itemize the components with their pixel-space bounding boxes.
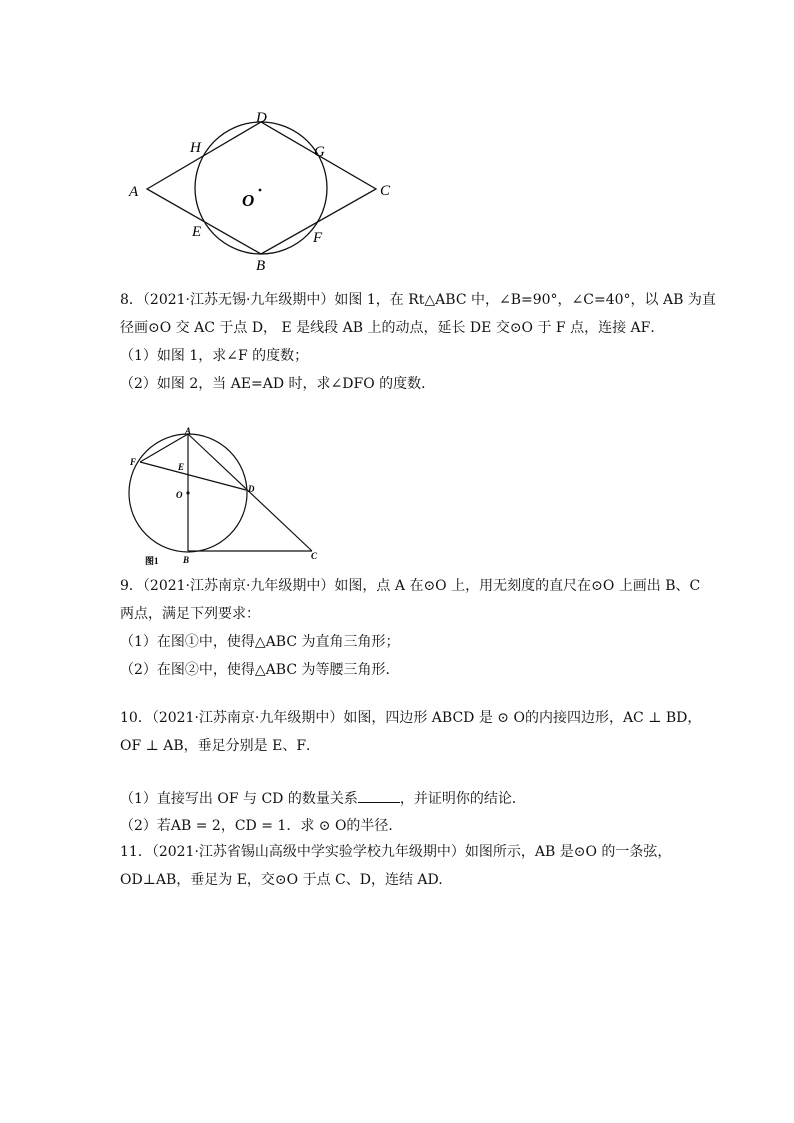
label-e-2: E — [178, 462, 185, 472]
center-point-o — [259, 189, 262, 192]
label-d: D — [256, 110, 267, 126]
label-b-2: B — [183, 555, 190, 565]
q11-line-1: 11．（2021·江苏省锡山高级中学实验学校九年级期中）如图所示，AB 是⊙O 的一条弦， — [120, 844, 672, 860]
segment-af — [140, 434, 188, 462]
label-b: B — [256, 258, 266, 274]
label-c-2: C — [311, 551, 318, 561]
segment-fd — [140, 462, 246, 490]
q10-sub-1 — [120, 788, 720, 809]
label-f: F — [313, 230, 323, 246]
label-a: A — [129, 184, 139, 200]
q8-line-1: 8．（2021·江苏无锡·九年级期中）如图 1，在 Rt△ABC 中，∠B=90°，∠C=40°，以 AB 为直 — [120, 292, 716, 308]
q8-sub-2: （2）如图 2，当 AE=AD 时，求∠DFO 的度数． — [120, 376, 436, 392]
label-d-2: D — [248, 484, 255, 494]
label-o-2: O — [176, 490, 183, 500]
label-h: H — [190, 140, 201, 156]
label-a-2: A — [185, 426, 192, 436]
q9-sub-2: （2）在图②中，使得△ABC 为等腰三角形． — [120, 662, 400, 678]
figure-1-svg — [120, 100, 410, 280]
figure-2-caption: 图1 — [145, 556, 159, 566]
q10-line-1: 10．（2021·江苏南京·九年级期中）如图，四边形 ABCD 是 ⊙ O的内接四边形，AC ⊥ BD， — [120, 710, 702, 726]
figure-circle-quadrilateral — [120, 100, 410, 280]
q9-sub-1: （1）在图①中，使得△ABC 为直角三角形； — [120, 634, 400, 650]
label-c: C — [380, 183, 391, 199]
figure-circle-right-triangle — [125, 425, 325, 570]
figure-2-svg — [125, 425, 325, 570]
q10-line-2: OF ⊥ AB，垂足分别是 E、F． — [120, 738, 321, 754]
label-e: E — [192, 224, 202, 240]
q8-sub-1: （1）如图 1，求∠F 的度数； — [120, 348, 309, 364]
q8-line-2: 径画⊙O 交 AC 于点 D， E 是线段 AB 上的动点，延长 DE 交⊙O 于 F 点，连接 AF． — [120, 320, 665, 336]
quadrilateral-abcd — [147, 122, 376, 254]
q9-line-1: 9．（2021·江苏南京·九年级期中）如图，点 A 在⊙O 上，用无刻度的直尺在⊙O 上画出 B、C — [120, 578, 701, 594]
q10-sub-1-text-after: ，并证明你的结论． — [399, 791, 526, 807]
q11-line-2: OD⊥AB，垂足为 E，交⊙O 于点 C、D，连结 AD. — [120, 872, 443, 888]
answer-blank — [358, 788, 400, 803]
center-point-o-2 — [186, 491, 189, 494]
q9-line-2: 两点，满足下列要求： — [120, 606, 260, 622]
label-g: G — [314, 144, 325, 160]
q10-sub-1-text-before: （1）直接写出 OF 与 CD 的数量关系 — [120, 791, 358, 807]
label-f-2: F — [130, 457, 137, 467]
circle-o — [195, 122, 327, 254]
label-o: O — [242, 191, 255, 210]
q10-sub-2: （2）若AB = 2，CD = 1．求 ⊙ O的半径． — [120, 818, 403, 834]
